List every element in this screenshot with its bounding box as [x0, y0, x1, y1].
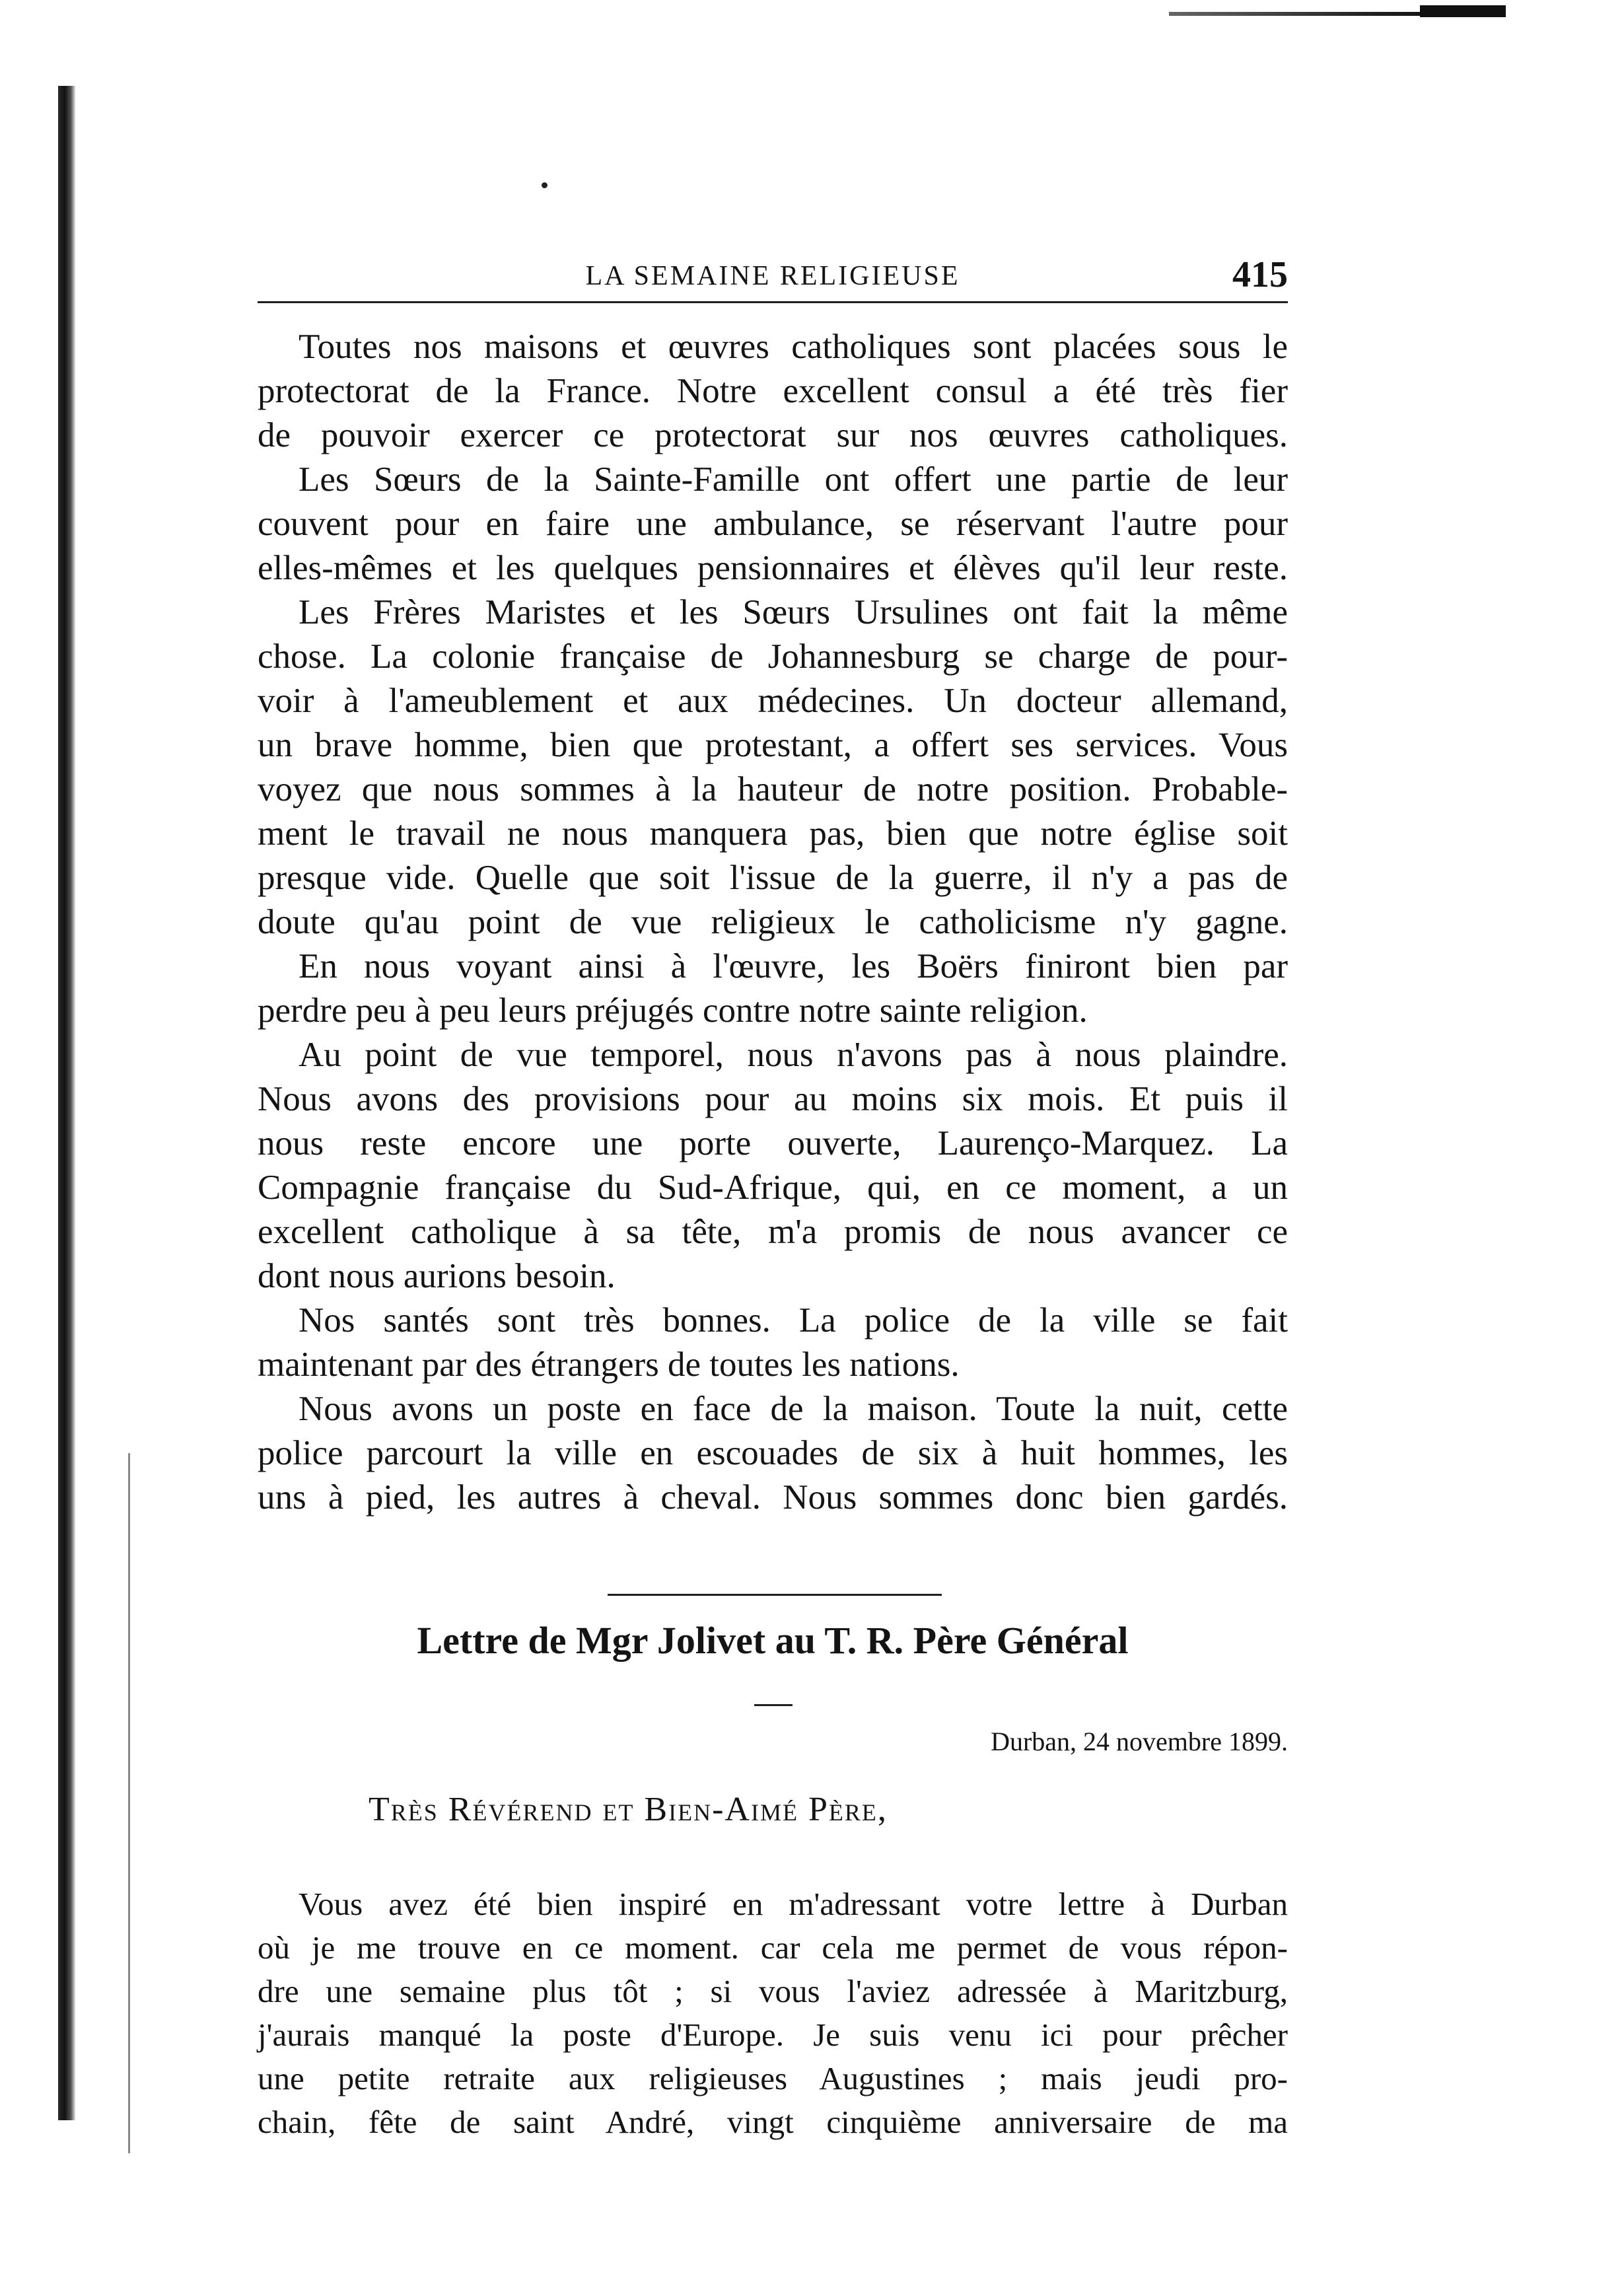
text-line: un brave homme, bien que protestant, a offert ses services. Vous [258, 726, 1288, 764]
text-line: voir à l'ameublement et aux médecines. Un docteur allemand, [258, 682, 1288, 720]
page-number: 415 [1232, 254, 1288, 295]
running-header [258, 251, 1288, 303]
letter-body [258, 1882, 1288, 2144]
text-line: une petite retraite aux religieuses Augustines ; mais jeudi pro- [258, 2060, 1288, 2096]
page-binding-shadow [58, 86, 75, 2120]
text-line: elles-mêmes et les quelques pensionnaires et élèves qu'il leur reste. [258, 549, 1288, 587]
text-line: couvent pour en faire une ambulance, se réservant l'autre pour [258, 505, 1288, 543]
text-line: où je me trouve en ce moment. car cela me permet de vous répon- [258, 1929, 1288, 1966]
text-line: nous reste encore une porte ouverte, Laurenço-Marquez. La [258, 1124, 1288, 1163]
text-line: dont nous aurions besoin. [258, 1257, 616, 1295]
text-line: Nous avons un poste en face de la maison. Toute la nuit, cette [299, 1390, 1288, 1428]
text-line: uns à pied, les autres à cheval. Nous sommes donc bien gardés. [258, 1478, 1288, 1517]
text-line: chain, fête de saint André, vingt cinquième anniversaire de ma [258, 2104, 1288, 2140]
heading-dash [754, 1704, 793, 1706]
text-line: protectorat de la France. Notre excellent consul a été très fier [258, 372, 1288, 410]
running-title: LA SEMAINE RELIGIEUSE [585, 261, 960, 291]
text-line: chose. La colonie française de Johannesburg se charge de pour- [258, 637, 1288, 676]
text-line: Nous avons des provisions pour au moins six mois. Et puis il [258, 1080, 1288, 1118]
text-line: Les Frères Maristes et les Sœurs Ursulines ont fait la même [299, 593, 1288, 631]
text-line: police parcourt la ville en escouades de six à huit hommes, les [258, 1434, 1288, 1472]
text-line: perdre peu à peu leurs préjugés contre notre sainte religion. [258, 991, 1088, 1030]
text-line: dre une semaine plus tôt ; si vous l'aviez adressée à Maritzburg, [258, 1973, 1288, 2009]
page-binding-line [128, 1453, 130, 2153]
text-line: maintenant par des étrangers de toutes les nations. [258, 1345, 960, 1384]
letter-salutation: Très Révérend et Bien-Aimé Père, [369, 1791, 888, 1828]
letter-heading: Lettre de Mgr Jolivet au T. R. Père Général [417, 1619, 1129, 1662]
text-line: Compagnie française du Sud-Afrique, qui, en ce moment, a un [258, 1168, 1288, 1207]
text-line: doute qu'au point de vue religieux le catholicisme n'y gagne. [258, 903, 1288, 941]
text-line: En nous voyant ainsi à l'œuvre, les Boërs finiront bien par [299, 947, 1288, 985]
text-line: de pouvoir exercer ce protectorat sur nos œuvres catholiques. [258, 416, 1288, 454]
text-line: ment le travail ne nous manquera pas, bien que notre église soit [258, 814, 1288, 853]
text-line: Les Sœurs de la Sainte-Famille ont offert une partie de leur [299, 460, 1288, 499]
body-text [258, 325, 1288, 1520]
text-line: Vous avez été bien inspiré en m'adressant votre lettre à Durban [299, 1886, 1288, 1922]
text-line: Au point de vue temporel, nous n'avons pas à nous plaindre. [299, 1036, 1288, 1074]
text-line: j'aurais manqué la poste d'Europe. Je suis venu ici pour prêcher [258, 2017, 1288, 2053]
scan-top-mark-block [1420, 5, 1506, 17]
text-line: Nos santés sont très bonnes. La police de la ville se fait [299, 1301, 1288, 1340]
text-line: presque vide. Quelle que soit l'issue de la guerre, il n'y a pas de [258, 859, 1288, 897]
letter-dateline: Durban, 24 novembre 1899. [991, 1727, 1288, 1756]
scan-speck [542, 182, 547, 188]
text-line: voyez que nous sommes à la hauteur de notre position. Probable- [258, 770, 1288, 808]
text-line: excellent catholique à sa tête, m'a promis de nous avancer ce [258, 1213, 1288, 1251]
section-separator [608, 1594, 942, 1596]
text-line: Toutes nos maisons et œuvres catholiques sont placées sous le [299, 328, 1288, 366]
